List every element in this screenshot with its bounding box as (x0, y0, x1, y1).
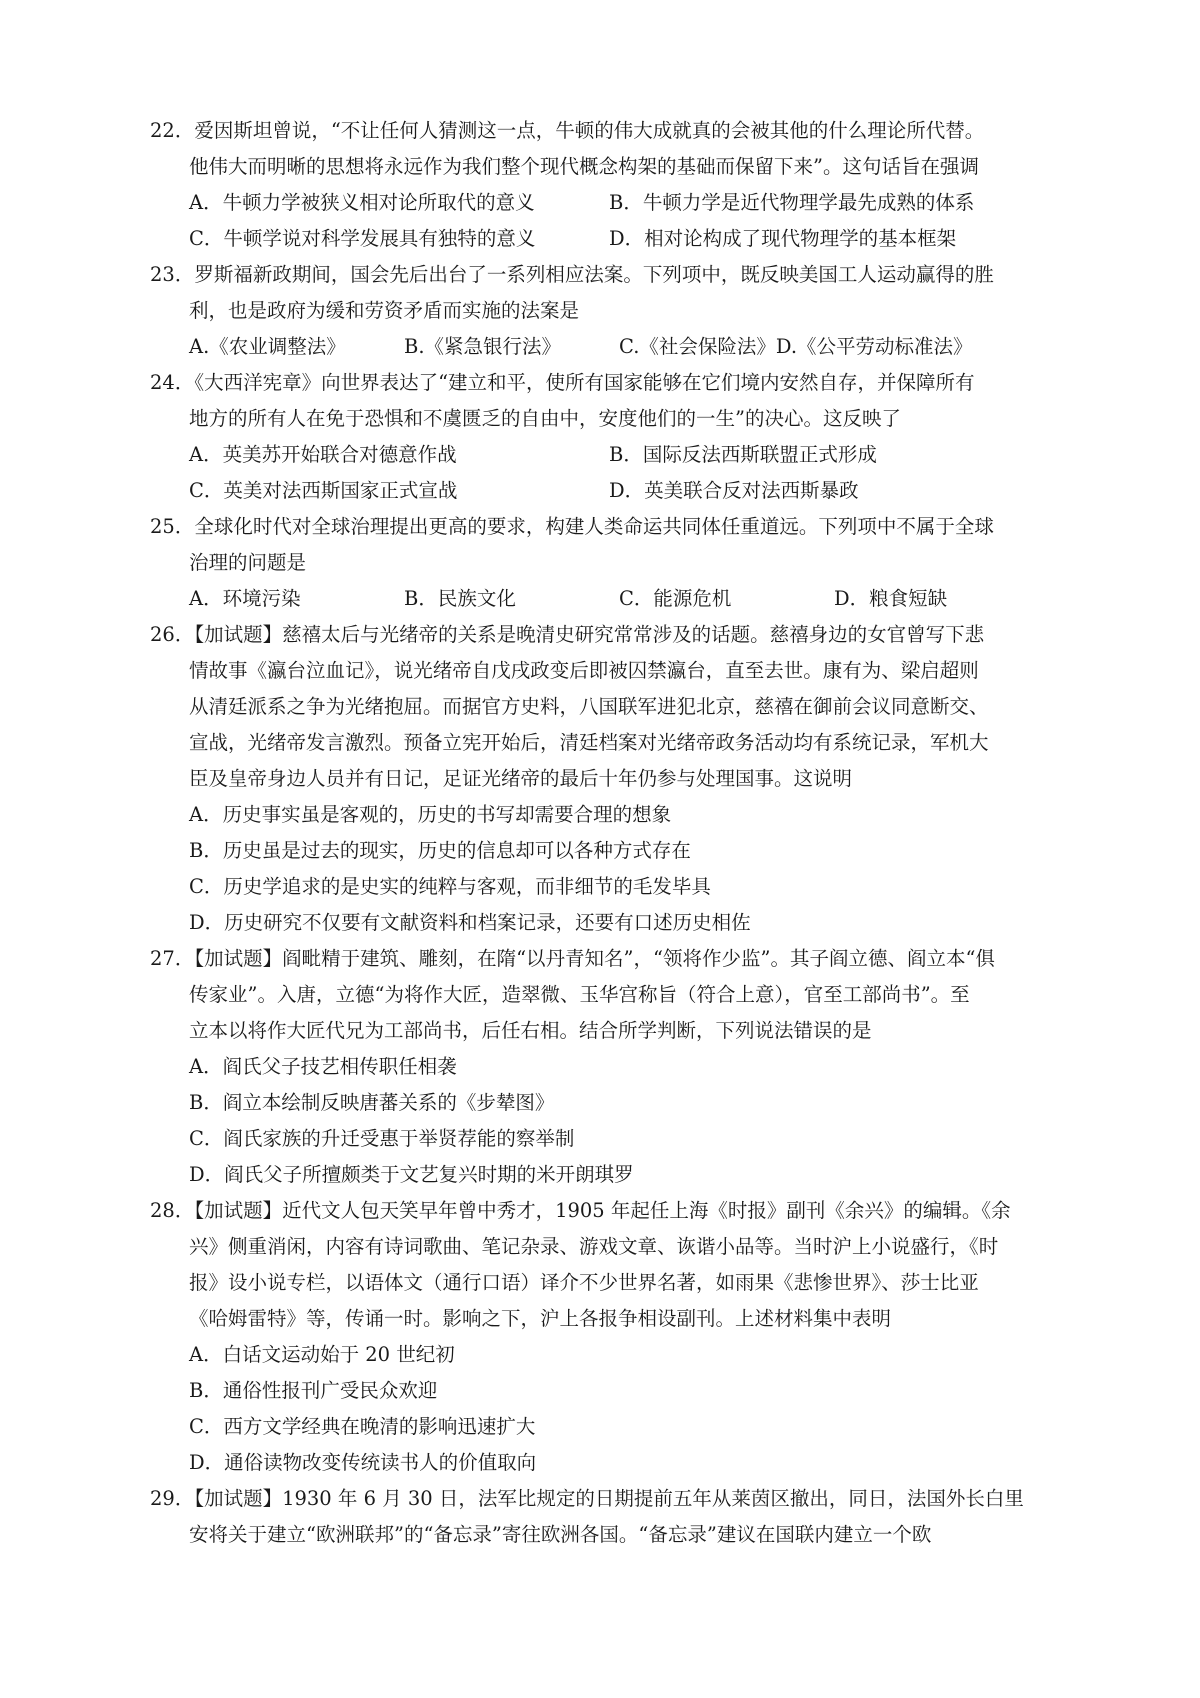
question-number: 24． (150, 371, 195, 394)
option-a[interactable]: A．环境污染 (189, 587, 301, 610)
option-b[interactable]: B．牛顿力学是近代物理学最先成熟的体系 (609, 191, 975, 214)
option-d[interactable]: D．历史研究不仅要有文献资料和档案记录，还要有口述历史相佐 (189, 911, 751, 934)
option-c[interactable]: C．历史学追求的是史实的纯粹与客观，而非细节的毛发毕具 (189, 875, 711, 898)
options (150, 1337, 1070, 1481)
option-a[interactable]: A．白话文运动始于 20 世纪初 (189, 1343, 455, 1366)
options (150, 185, 1070, 257)
option-c-d[interactable]: C.《社会保险法》D.《公平劳动标准法》 (619, 335, 973, 358)
option-b[interactable]: B．通俗性报刊广受民众欢迎 (189, 1379, 438, 1402)
stem-line: 26．【加试题】慈禧太后与光绪帝的关系是晚清史研究常常涉及的话题。慈禧身边的女官曾写下悲 (150, 623, 985, 646)
stem-line: 28．【加试题】近代文人包天笑早年曾中秀才，1905 年起任上海《时报》副刊《余兴》的编辑。《余 (150, 1199, 1011, 1222)
question-24 (150, 365, 1070, 509)
stem-line: 利，也是政府为缓和劳资矛盾而实施的法案是 (189, 299, 580, 322)
question-28 (150, 1193, 1070, 1481)
question-26 (150, 617, 1070, 941)
option-c[interactable]: C．英美对法西斯国家正式宣战 (189, 479, 458, 502)
option-b[interactable]: B．阎立本绘制反映唐蕃关系的《步辇图》 (189, 1091, 555, 1114)
question-stem (150, 617, 1070, 797)
stem-line: 臣及皇帝身边人员并有日记，足证光绪帝的最后十年仍参与处理国事。这说明 (189, 767, 853, 790)
question-stem (150, 941, 1070, 1049)
option-b[interactable]: B．历史虽是过去的现实，历史的信息却可以各种方式存在 (189, 839, 691, 862)
question-number: 28． (150, 1199, 195, 1222)
stem-line: 《哈姆雷特》等，传诵一时。影响之下，沪上各报争相设副刊。上述材料集中表明 (189, 1307, 892, 1330)
stem-line: 情故事《瀛台泣血记》，说光绪帝自戊戌政变后即被囚禁瀛台，直至去世。康有为、梁启超则 (189, 659, 979, 682)
option-d[interactable]: D．相对论构成了现代物理学的基本框架 (609, 227, 957, 250)
question-29 (150, 1481, 1070, 1553)
question-number: 22． (150, 119, 195, 142)
stem-line: 地方的所有人在免于恐惧和不虞匮乏的自由中，安度他们的一生”的决心。这反映了 (189, 407, 901, 430)
stem-line: 他伟大而明晰的思想将永远作为我们整个现代概念构架的基础而保留下来”。这句话旨在强调 (189, 155, 979, 178)
question-stem (150, 257, 1070, 329)
question-22 (150, 113, 1070, 257)
option-b[interactable]: B．民族文化 (404, 587, 516, 610)
question-number: 27． (150, 947, 195, 970)
option-a[interactable]: A．牛顿力学被狭义相对论所取代的意义 (189, 191, 535, 214)
stem-line: 22．爱因斯坦曾说，“不让任何人猜测这一点，牛顿的伟大成就真的会被其他的什么理论所代替。 (150, 119, 985, 142)
question-number: 25． (150, 515, 195, 538)
stem-line: 立本以将作大匠代兄为工部尚书，后任右相。结合所学判断，下列说法错误的是 (189, 1019, 872, 1042)
options (150, 437, 1070, 509)
stem-line: 传家业”。入唐，立德“为将作大匠，造翠微、玉华宫称旨（符合上意），官至工部尚书”。至 (189, 983, 970, 1006)
option-d[interactable]: D．通俗读物改变传统读书人的价值取向 (189, 1451, 537, 1474)
option-c[interactable]: C．西方文学经典在晚清的影响迅速扩大 (189, 1415, 536, 1438)
stem-line: 宣战，光绪帝发言激烈。预备立宪开始后，清廷档案对光绪帝政务活动均有系统记录，军机大 (189, 731, 989, 754)
stem-line: 兴》侧重消闲，内容有诗词歌曲、笔记杂录、游戏文章、诙谐小品等。当时沪上小说盛行，《时 (189, 1235, 999, 1258)
option-a[interactable]: A．历史事实虽是客观的，历史的书写却需要合理的想象 (189, 803, 672, 826)
question-23 (150, 257, 1070, 365)
option-b[interactable]: B．国际反法西斯联盟正式形成 (609, 443, 877, 466)
stem-line: 25．全球化时代对全球治理提出更高的要求，构建人类命运共同体任重道远。下列项中不属于全球 (150, 515, 994, 538)
option-c[interactable]: C．阎氏家族的升迁受惠于举贤荐能的察举制 (189, 1127, 575, 1150)
stem-line: 29．【加试题】1930 年 6 月 30 日，法军比规定的日期提前五年从莱茵区撤出，同日，法国外长白里 (150, 1487, 1024, 1510)
question-stem (150, 113, 1070, 185)
question-stem (150, 1193, 1070, 1337)
question-stem (150, 1481, 1070, 1553)
option-b[interactable]: B.《紧急银行法》 (404, 335, 562, 358)
stem-line: 从清廷派系之争为光绪抱屈。而据官方史料，八国联军进犯北京，慈禧在御前会议同意断交、 (189, 695, 989, 718)
question-number: 29． (150, 1487, 195, 1510)
options (150, 797, 1070, 941)
option-c[interactable]: C．能源危机 (619, 587, 732, 610)
question-number: 26． (150, 623, 195, 646)
question-27 (150, 941, 1070, 1193)
question-25 (150, 509, 1070, 617)
option-d[interactable]: D．粮食短缺 (834, 587, 948, 610)
stem-line: 报》设小说专栏，以语体文（通行口语）译介不少世界名著，如雨果《悲惨世界》、莎士比亚 (189, 1271, 979, 1294)
option-a[interactable]: A.《农业调整法》 (189, 335, 346, 358)
question-number: 23． (150, 263, 195, 286)
option-d[interactable]: D．英美联合反对法西斯暴政 (609, 479, 859, 502)
options (150, 329, 1070, 365)
options (150, 1049, 1070, 1193)
question-stem (150, 509, 1070, 581)
option-d[interactable]: D．阎氏父子所擅颇类于文艺复兴时期的米开朗琪罗 (189, 1163, 634, 1186)
stem-line: 安将关于建立“欧洲联邦”的“备忘录”寄往欧洲各国。“备忘录”建议在国联内建立一个欧 (189, 1523, 932, 1546)
stem-line: 27．【加试题】阎毗精于建筑、雕刻，在隋“以丹青知名”，“领将作少监”。其子阎立德、阎立本“俱 (150, 947, 995, 970)
option-c[interactable]: C．牛顿学说对科学发展具有独特的意义 (189, 227, 536, 250)
stem-line: 24．《大西洋宪章》向世界表达了“建立和平，使所有国家能够在它们境内安然自存，并保障所有 (150, 371, 975, 394)
option-a[interactable]: A．英美苏开始联合对德意作战 (189, 443, 457, 466)
question-stem (150, 365, 1070, 437)
stem-line: 23．罗斯福新政期间，国会先后出台了一系列相应法案。下列项中，既反映美国工人运动赢得的胜 (150, 263, 994, 286)
stem-line: 治理的问题是 (189, 551, 307, 574)
option-a[interactable]: A．阎氏父子技艺相传职任相袭 (189, 1055, 457, 1078)
options (150, 581, 1070, 617)
